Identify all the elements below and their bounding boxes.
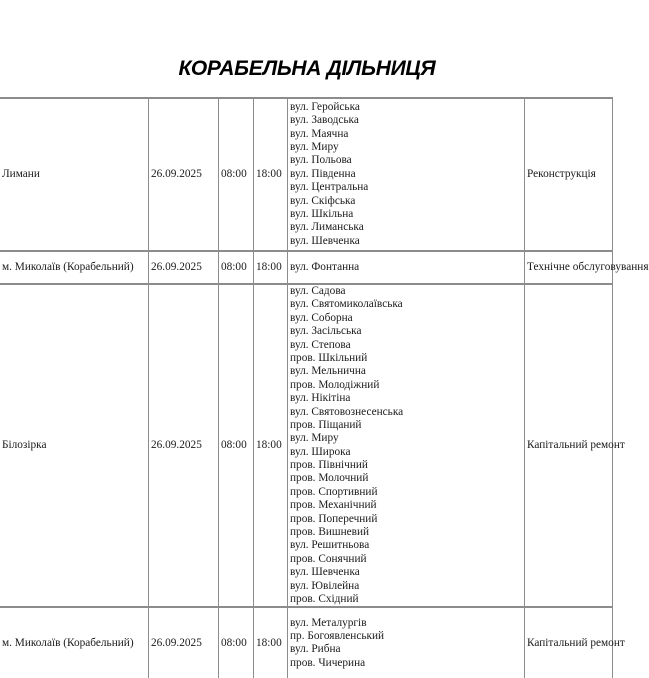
street-item: вул. Польова xyxy=(290,154,352,167)
date-cell: 26.09.2025 xyxy=(149,97,219,250)
street-item: вул. Шевченка xyxy=(290,566,360,579)
street-item: вул. Соборна xyxy=(290,311,353,324)
page-title: КОРАБЕЛЬНА ДІЛЬНИЦЯ xyxy=(178,57,436,80)
start-time-cell: 08:00 xyxy=(219,97,254,250)
end-time-cell: 18:00 xyxy=(254,606,288,678)
end-time-cell: 18:00 xyxy=(254,283,288,606)
street-item: вул. Миру xyxy=(290,432,339,445)
street-item: вул. Ювілейна xyxy=(290,579,360,592)
locality-cell: Білозірка xyxy=(0,283,149,606)
street-item: пр. Богоявленський xyxy=(290,629,385,642)
street-item: пров. Чичерина xyxy=(290,656,366,669)
locality-cell: м. Миколаїв (Корабельний) xyxy=(0,606,149,678)
street-item: вул. Нікітіна xyxy=(290,392,351,405)
date-cell: 26.09.2025 xyxy=(149,250,219,283)
date-cell: 26.09.2025 xyxy=(149,606,219,678)
streets-cell xyxy=(288,97,525,250)
street-item: вул. Рибна xyxy=(290,643,341,656)
street-item: вул. Засільська xyxy=(290,325,362,338)
street-item: вул. Заводська xyxy=(290,114,359,127)
street-item: вул. Степова xyxy=(290,338,351,351)
street-item: вул. Шкільна xyxy=(290,207,354,220)
street-item: вул. Центральна xyxy=(290,181,369,194)
streets-cell xyxy=(288,250,525,283)
end-time-cell: 18:00 xyxy=(254,250,288,283)
street-item: вул. Широка xyxy=(290,445,351,458)
street-item: вул. Шевченка xyxy=(290,234,360,247)
date-cell: 26.09.2025 xyxy=(149,283,219,606)
street-item: вул. Маячна xyxy=(290,127,349,140)
start-time-cell: 08:00 xyxy=(219,283,254,606)
street-item: вул. Решитньова xyxy=(290,539,370,552)
street-item: пров. Поперечний xyxy=(290,512,378,525)
locality-cell: Лимани xyxy=(0,97,149,250)
work-type-cell: Капітальний ремонт xyxy=(525,606,613,678)
street-item: вул. Святовознесенська xyxy=(290,405,404,418)
street-item: пров. Сонячний xyxy=(290,552,367,565)
street-item: вул. Мельнична xyxy=(290,365,366,378)
street-item: вул. Геройська xyxy=(290,100,360,113)
work-type-cell: Реконструкція xyxy=(525,97,613,250)
street-item: пров. Спортивний xyxy=(290,485,378,498)
street-item: вул. Металургів xyxy=(290,616,367,629)
street-item: пров. Вишневий xyxy=(290,526,370,539)
table-row xyxy=(0,97,613,250)
end-time-cell: 18:00 xyxy=(254,97,288,250)
street-item: пров. Молочний xyxy=(290,472,369,485)
street-item: пров. Східний xyxy=(290,592,359,605)
street-item: вул. Лиманська xyxy=(290,221,364,234)
street-item: вул. Фонтанна xyxy=(290,260,360,273)
street-item: вул. Південна xyxy=(290,167,356,180)
street-item: вул. Миру xyxy=(290,141,339,154)
street-item: пров. Північний xyxy=(290,459,368,472)
outage-schedule-table xyxy=(0,97,649,678)
table-row xyxy=(0,283,613,606)
start-time-cell: 08:00 xyxy=(219,606,254,678)
street-item: пров. Молодіжний xyxy=(290,378,380,391)
street-item: вул. Садова xyxy=(290,285,346,297)
street-item: пров. Піщаний xyxy=(290,418,362,431)
start-time-cell: 08:00 xyxy=(219,250,254,283)
table-row xyxy=(0,250,613,283)
table-row xyxy=(0,606,613,678)
work-type-cell: Капітальний ремонт xyxy=(525,283,613,606)
street-item: вул. Святомиколаївська xyxy=(290,298,403,311)
street-item: пров. Шкільний xyxy=(290,351,368,364)
locality-cell: м. Миколаїв (Корабельний) xyxy=(0,250,149,283)
street-item: вул. Скіфська xyxy=(290,194,356,207)
streets-cell xyxy=(288,606,525,678)
work-type-cell: Технічне обслуговування xyxy=(525,250,613,283)
streets-cell xyxy=(288,283,525,606)
street-item: пров. Механічний xyxy=(290,499,377,512)
